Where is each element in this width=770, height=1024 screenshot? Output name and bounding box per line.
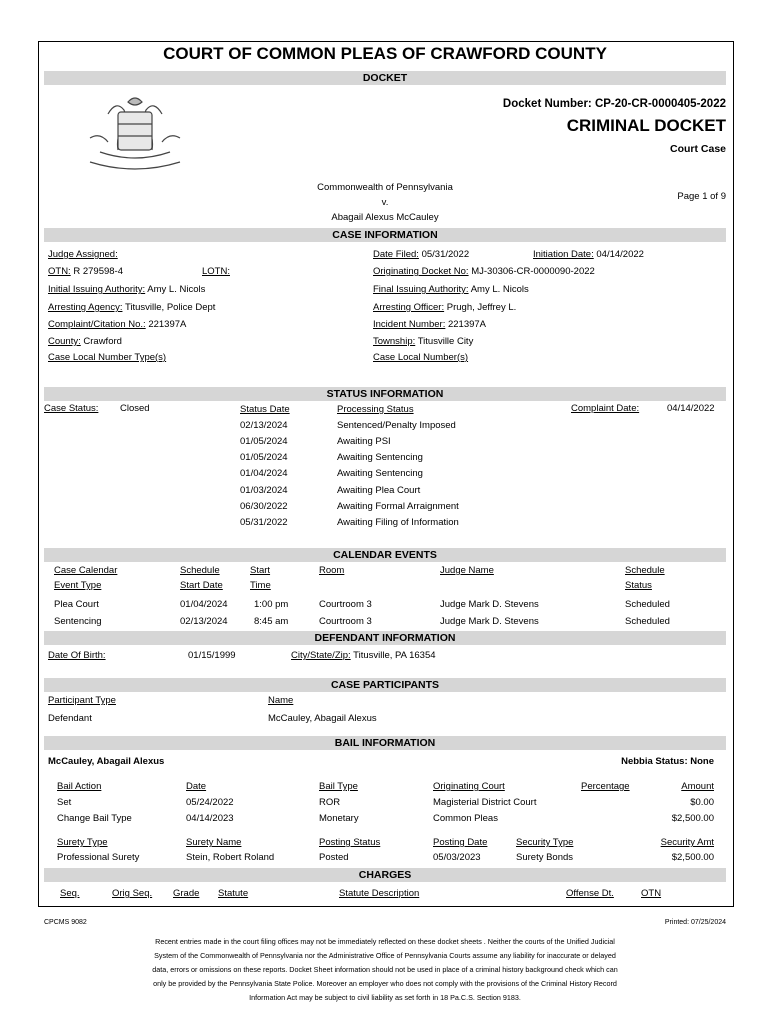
complaint-citation-value: 221397A (148, 319, 187, 330)
dob-value: 01/15/1999 (188, 650, 236, 661)
disclaimer-line: Information Act may be subject to civil liability as set forth in 18 Pa.C.S. Section 9183. (249, 993, 521, 1002)
calendar-type-header-2: Event Type (54, 580, 102, 591)
disclaimer-line: Recent entries made in the court filing offices may not be immediately reflected on these docket sheets . Neither the courts of the Unified Judicial (155, 937, 615, 946)
event-status: Scheduled (625, 599, 670, 610)
status-date: 01/05/2024 (240, 452, 288, 463)
bail-date: 04/14/2023 (186, 813, 234, 824)
event-status: Scheduled (625, 616, 670, 627)
status-date: 01/03/2024 (240, 485, 288, 496)
form-number: CPCMS 9082 (44, 919, 87, 926)
criminal-docket-title: CRIMINAL DOCKET (566, 116, 726, 135)
status-date: 01/04/2024 (240, 468, 288, 479)
bail-percentage-header: Percentage (581, 781, 630, 792)
calendar-date-header-1: Schedule (180, 565, 220, 576)
county-value: Crawford (83, 336, 122, 347)
incident-number-value: 221397A (447, 319, 487, 330)
status-information-bar: STATUS INFORMATION (44, 387, 726, 401)
charge-seq-header: Seq. (60, 888, 80, 899)
incident-number-label: Incident Number: (373, 319, 446, 330)
event-date: 02/13/2024 (180, 616, 228, 627)
court-case-label: Court Case (669, 143, 726, 155)
city-state-zip-value: Titusville, PA 16354 (353, 650, 436, 661)
event-type: Plea Court (54, 599, 99, 610)
posting-date: 05/03/2023 (433, 852, 481, 863)
arresting-agency (48, 302, 215, 313)
calendar-time-header-1: Start (250, 565, 271, 576)
security-type-header: Security Type (516, 837, 574, 848)
status-text: Sentenced/Penalty Imposed (337, 420, 456, 431)
page-number: Page 1 of 9 (677, 191, 726, 202)
originating-docket (373, 266, 595, 277)
docket-number: Docket Number: CP-20-CR-0000405-2022 (502, 98, 726, 110)
event-type: Sentencing (54, 616, 102, 627)
caption-line-3: Abagail Alexus McCauley (331, 212, 439, 223)
initial-issuing-authority (48, 284, 205, 295)
bail-person: McCauley, Abagail Alexus (48, 756, 165, 767)
surety-type: Professional Surety (57, 852, 140, 863)
date-filed (373, 249, 469, 260)
status-date: 01/05/2024 (240, 436, 288, 447)
charge-otn-header: OTN (641, 888, 662, 899)
participant-name: McCauley, Abagail Alexus (268, 713, 377, 724)
defendant-information-bar: DEFENDANT INFORMATION (44, 631, 726, 645)
calendar-judge-header: Judge Name (440, 565, 494, 576)
bail-court: Magisterial District Court (433, 797, 537, 808)
status-text: Awaiting Filing of Information (337, 517, 459, 528)
status-text: Awaiting Sentencing (337, 452, 423, 463)
initial-issuing-authority-label: Initial Issuing Authority: (48, 284, 146, 295)
dob-label: Date Of Birth: (48, 650, 106, 661)
judge-assigned-label: Judge Assigned: (48, 249, 118, 260)
case-status-label: Case Status: (44, 403, 99, 414)
bail-amount-header: Amount (681, 781, 714, 792)
township-value: Titusville City (417, 336, 474, 347)
bail-court-header: Originating Court (433, 781, 505, 792)
charge-orig-seq-header: Orig Seq. (112, 888, 153, 899)
status-text: Awaiting Sentencing (337, 468, 423, 479)
participant-type-header: Participant Type (48, 695, 116, 706)
lotn-label: LOTN: (202, 266, 230, 277)
event-date: 01/04/2024 (180, 599, 228, 610)
case-status-value: Closed (120, 403, 150, 414)
calendar-type-header-1: Case Calendar (54, 565, 118, 576)
case-local-number-label: Case Local Number(s) (373, 352, 469, 363)
final-issuing-authority (373, 284, 529, 295)
status-text: Awaiting Plea Court (337, 485, 421, 496)
bail-type: ROR (319, 797, 341, 808)
caption-line-1: Commonwealth of Pennsylvania (317, 182, 453, 193)
posting-status-header: Posting Status (319, 837, 381, 848)
charges-bar: CHARGES (44, 868, 726, 882)
disclaimer-line: data, errors or omissions on these reports. Docket Sheet information should not be used in place of a criminal history background check which can (152, 965, 618, 974)
event-time: 8:45 am (254, 616, 289, 627)
bail-amount: $0.00 (690, 797, 714, 808)
nebbia-status: Nebbia Status: None (621, 756, 714, 767)
bail-date-header: Date (186, 781, 207, 792)
bail-action: Change Bail Type (57, 813, 132, 824)
status-text: Awaiting PSI (337, 436, 391, 447)
security-amount-header: Security Amt (660, 837, 714, 848)
initial-issuing-authority-value: Amy L. Nicols (147, 284, 206, 295)
event-judge: Judge Mark D. Stevens (440, 599, 539, 610)
event-room: Courtroom 3 (319, 616, 372, 627)
date-filed-label: Date Filed: (373, 249, 419, 260)
arresting-officer-label: Arresting Officer: (373, 302, 445, 313)
initiation-date-value: 04/14/2022 (596, 249, 644, 260)
final-issuing-authority-value: Amy L. Nicols (470, 284, 529, 295)
date-filed-value: 05/31/2022 (421, 249, 470, 260)
charge-offense-date-header: Offense Dt. (566, 888, 614, 899)
incident-number (373, 319, 486, 330)
calendar-status-header-1: Schedule (625, 565, 665, 576)
complaint-citation (48, 319, 186, 330)
charge-description-header: Statute Description (339, 888, 420, 899)
arresting-officer (373, 302, 516, 313)
status-date: 06/30/2022 (240, 501, 288, 512)
bail-amount: $2,500.00 (671, 813, 714, 824)
arresting-agency-value: Titusville, Police Dept (124, 302, 216, 313)
otn-value: R 279598-4 (73, 266, 123, 277)
case-participants-bar: CASE PARTICIPANTS (44, 678, 726, 692)
calendar-events-bar: CALENDAR EVENTS (44, 548, 726, 562)
township-label: Township: (373, 336, 416, 347)
status-text: Awaiting Formal Arraignment (337, 501, 459, 512)
surety-name: Stein, Robert Roland (186, 852, 275, 863)
docket-bar: DOCKET (44, 71, 726, 85)
arresting-agency-label: Arresting Agency: (48, 302, 123, 313)
township (373, 336, 473, 347)
event-judge: Judge Mark D. Stevens (440, 616, 539, 627)
originating-docket-label: Originating Docket No: (373, 266, 469, 277)
final-issuing-authority-label: Final Issuing Authority: (373, 284, 469, 295)
calendar-time-header-2: Time (250, 580, 271, 591)
county (48, 336, 122, 347)
city-state-zip-label: City/State/Zip: (291, 650, 351, 661)
bail-date: 05/24/2022 (186, 797, 234, 808)
security-amount: $2,500.00 (671, 852, 714, 863)
disclaimer-line: only be provided by the Pennsylvania State Police. Moreover an employer who does not comply with the provisions of the Criminal History Record (153, 979, 617, 988)
bail-action-header: Bail Action (57, 781, 102, 792)
case-information-bar: CASE INFORMATION (44, 228, 726, 242)
status-date: 05/31/2022 (240, 517, 288, 528)
surety-name-header: Surety Name (186, 837, 242, 848)
arresting-officer-value: Prugh, Jeffrey L. (446, 302, 517, 313)
status-date-header: Status Date (240, 404, 290, 415)
otn (48, 266, 123, 277)
court-title: COURT OF COMMON PLEAS OF CRAWFORD COUNTY (163, 44, 607, 63)
case-local-number-type-label: Case Local Number Type(s) (48, 352, 167, 363)
bail-type-header: Bail Type (319, 781, 358, 792)
participant-type: Defendant (48, 713, 92, 724)
processing-status-header: Processing Status (337, 404, 414, 415)
bail-information-bar: BAIL INFORMATION (44, 736, 726, 750)
calendar-date-header-2: Start Date (180, 580, 223, 591)
county-label: County: (48, 336, 81, 347)
pennsylvania-seal-icon (70, 92, 200, 182)
posting-date-header: Posting Date (433, 837, 488, 848)
initiation-date-label: Initiation Date: (533, 249, 594, 260)
bail-type: Monetary (319, 813, 359, 824)
event-room: Courtroom 3 (319, 599, 372, 610)
otn-label: OTN: (48, 266, 71, 277)
complaint-citation-label: Complaint/Citation No.: (48, 319, 146, 330)
security-type: Surety Bonds (516, 852, 574, 863)
originating-docket-value: MJ-30306-CR-0000090-2022 (471, 266, 595, 277)
bail-action: Set (57, 797, 72, 808)
bail-court: Common Pleas (433, 813, 498, 824)
initiation-date (533, 249, 644, 260)
complaint-date-value: 04/14/2022 (667, 403, 715, 414)
calendar-room-header: Room (319, 565, 345, 576)
calendar-status-header-2: Status (625, 580, 652, 591)
charge-statute-header: Statute (218, 888, 249, 899)
event-time: 1:00 pm (254, 599, 289, 610)
city-state-zip (291, 650, 436, 661)
participant-name-header: Name (268, 695, 294, 706)
printed-date: Printed: 07/25/2024 (664, 919, 726, 926)
status-date: 02/13/2024 (240, 420, 288, 431)
disclaimer-line: System of the Commonwealth of Pennsylvania nor the Administrative Office of Pennsylvania Courts assume any liability for inaccurate or delayed (154, 951, 616, 960)
charge-grade-header: Grade (173, 888, 200, 899)
complaint-date-label: Complaint Date: (571, 403, 640, 414)
surety-type-header: Surety Type (57, 837, 108, 848)
caption-line-2: v. (381, 197, 389, 208)
posting-status: Posted (319, 852, 349, 863)
